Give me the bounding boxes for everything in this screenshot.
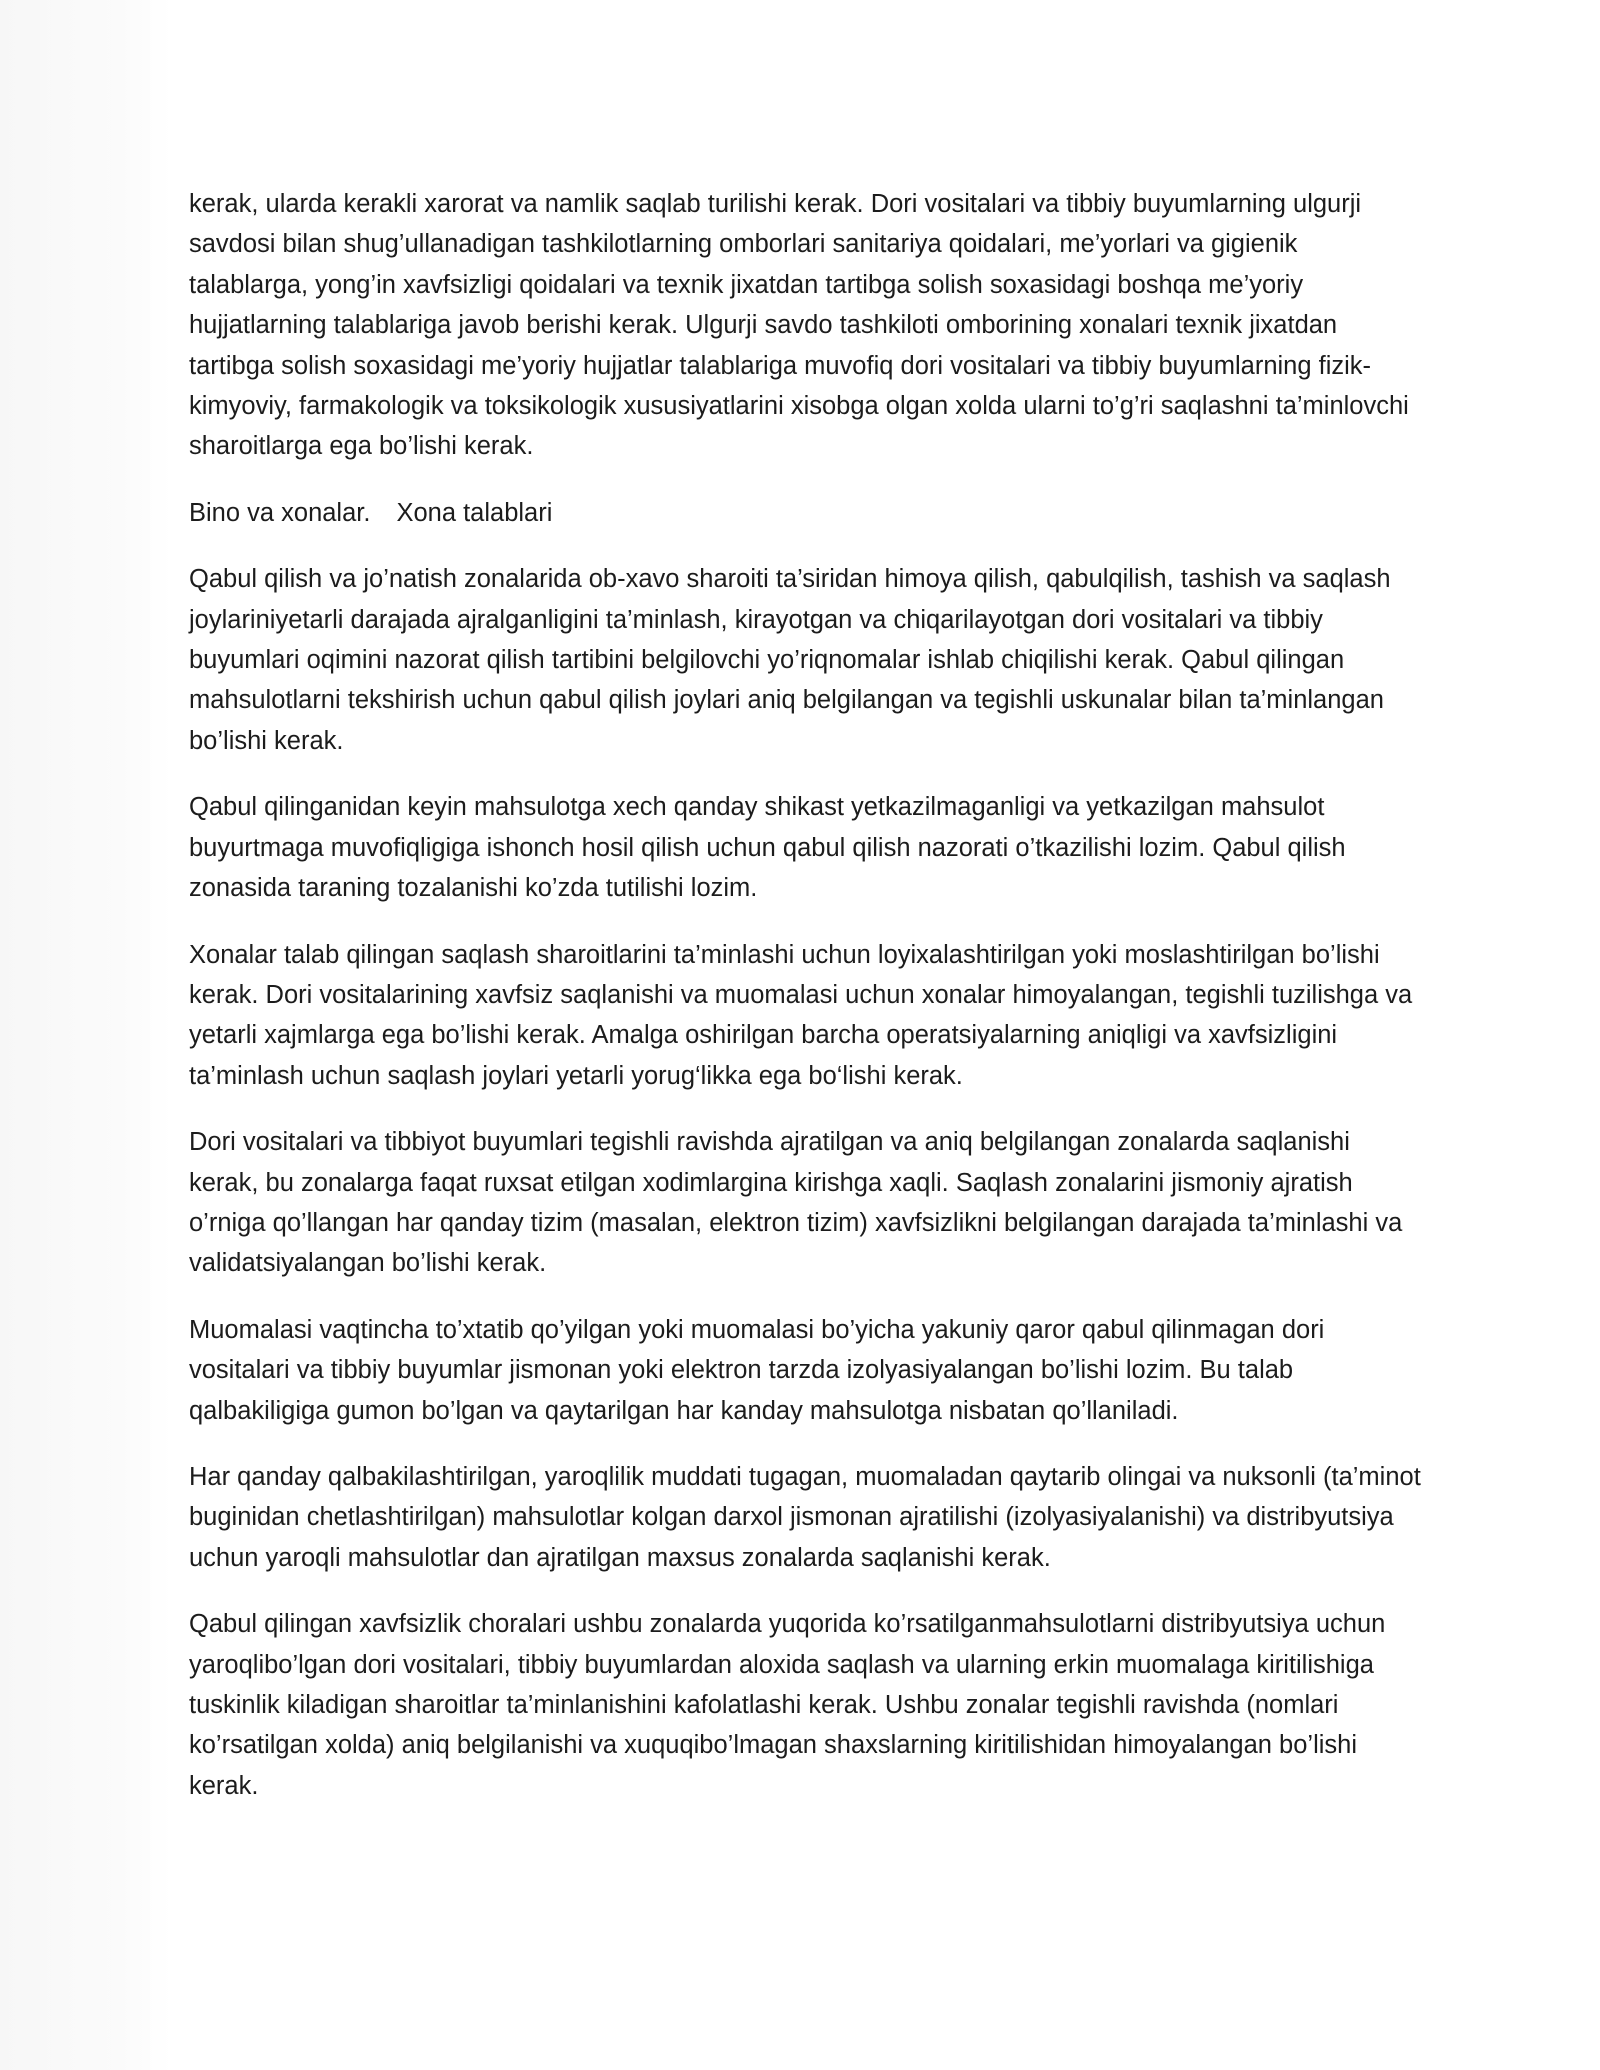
paragraph-acceptance-control: Qabul qilinganidan keyin mahsulotga xech qanday shikast yetkazilmaganligi va yetkazilgan mahsulot buyurtmaga muvofiqligiga ishonch hosil qilish uchun qabul qilish nazorati o’tkazilishi lozim. Qabul qilish zonasida taraning tozalanishi ko’zda tutilishi lozim.: [189, 793, 1346, 903]
paragraph-separated-zones: Dori vositalari va tibbiyot buyumlari tegishli ravishda ajratilgan va aniq belgilangan zonalarda saqlanishi kerak, bu zonalarga faqat ruxsat etilgan xodimlargina kirishga xaqli. Saqlash zonalarini jismoniy ajratish o’rniga qo’llangan har qanday tizim (masalan, elektron tizim) xavfsizlikni belgilangan darajada ta’minlashi va validatsiyalangan bo’lishi kerak.: [189, 1128, 1403, 1278]
paragraph-security-measures: Qabul qilingan xavfsizlik choralari ushbu zonalarda yuqorida ko’rsatilganmahsulotlarni distribyutsiya uchun yaroqlibo’lgan dori vositalari, tibbiy buyumlardan aloxida saqlash va ularning erkin muomalaga kiritilishiga tuskinlik kiladigan sharoitlar ta’minlanishini kafolatlashi kerak. Ushbu zonalar tegishli ravishda (nomlari ko’rsatilgan xolda) aniq belgilanishi va xuquqibo’lmagan shaxslarning kiritilishidan himoyalangan bo’lishi kerak.: [189, 1610, 1386, 1800]
paragraph-storage-conditions: kerak, ularda kerakli xarorat va namlik saqlab turilishi kerak. Dori vositalari va tibbiy buyumlarning ulgurji savdosi bilan shug’ullanadigan tashkilotlarning omborlari sanitariya qoidalari, me’yorlari va gigienik talablarga, yong’in xavfsizligi qoidalari va texnik jixatdan tartibga solish soxasidagi boshqa me’yoriy hujjatlarning talablariga javob berishi kerak. Ulgurji savdo tashkiloti omborining xonalari texnik jixatdan tartibga solish soxasidagi me’yoriy hujjatlar talablariga muvofiq dori vositalari va tibbiy buyumlarning fizik-kimyoviy, farmakologik va toksikologik xususiyatlarini xisobga olgan xolda ularni to’g’ri saqlashni ta’minlovchi sharoitlarga ega bo’lishi kerak.: [189, 190, 1409, 461]
heading-buildings-rooms: Bino va xonalar.: [189, 498, 371, 527]
paragraph-receiving-zones: Qabul qilish va jo’natish zonalarida ob-xavo sharoiti ta’siridan himoya qilish, qabulqilish, tashish va saqlash joylariniyetarli darajada ajralganligini ta’minlash, kirayotgan va chiqarilayotgan dori vositalari va tibbiy buyumlari oqimini nazorat qilish tartibini belgilovchi yo’riqnomalar ishlab chiqilishi kerak. Qabul qilingan mahsulotlarni tekshirish uchun qabul qilish joylari aniq belgilangan va tegishli uskunalar bilan ta’minlangan bo’lishi kerak.: [189, 565, 1391, 755]
paragraph-room-design: Xonalar talab qilingan saqlash sharoitlarini ta’minlashi uchun loyixalashtirilgan yoki moslashtirilgan bo’lishi kerak. Dori vositalarining xavfsiz saqlanishi va muomalasi uchun xonalar himoyalangan, tegishli tuzilishga va yetarli xajmlarga ega bo’lishi kerak. Amalga oshirilgan barcha operatsiyalarning aniqligi va xavfsizligini ta’minlash uchun saqlash joylari yetarli yorug‘likka ega bo‘lishi kerak.: [189, 940, 1413, 1090]
section-heading: [189, 493, 1421, 533]
page-margin-shade: [0, 0, 172, 2070]
paragraph-counterfeit-products: Har qanday qalbakilashtirilgan, yaroqlilik muddati tugagan, muomaladan qaytarib olingai va nuksonli (ta’minot buginidan chetlashtirilgan) mahsulotlar kolgan darxol jismonan ajratilishi (izolyasiyalanishi) va distribyutsiya uchun yaroqli mahsulotlar dan ajratilgan maxsus zonalarda saqlanishi kerak.: [189, 1462, 1421, 1572]
heading-room-requirements: Xona talablari: [396, 498, 553, 527]
paragraph-isolation: Muomalasi vaqtincha to’xtatib qo’yilgan yoki muomalasi bo’yicha yakuniy qaror qabul qilinmagan dori vositalari va tibbiy buyumlar jismonan yoki elektron tarzda izolyasiyalangan bo’lishi lozim. Bu talab qalbakiligiga gumon bo’lgan va qaytarilgan har kanday mahsulotga nisbatan qo’llaniladi.: [189, 1315, 1325, 1425]
document-body: [189, 184, 1421, 1832]
